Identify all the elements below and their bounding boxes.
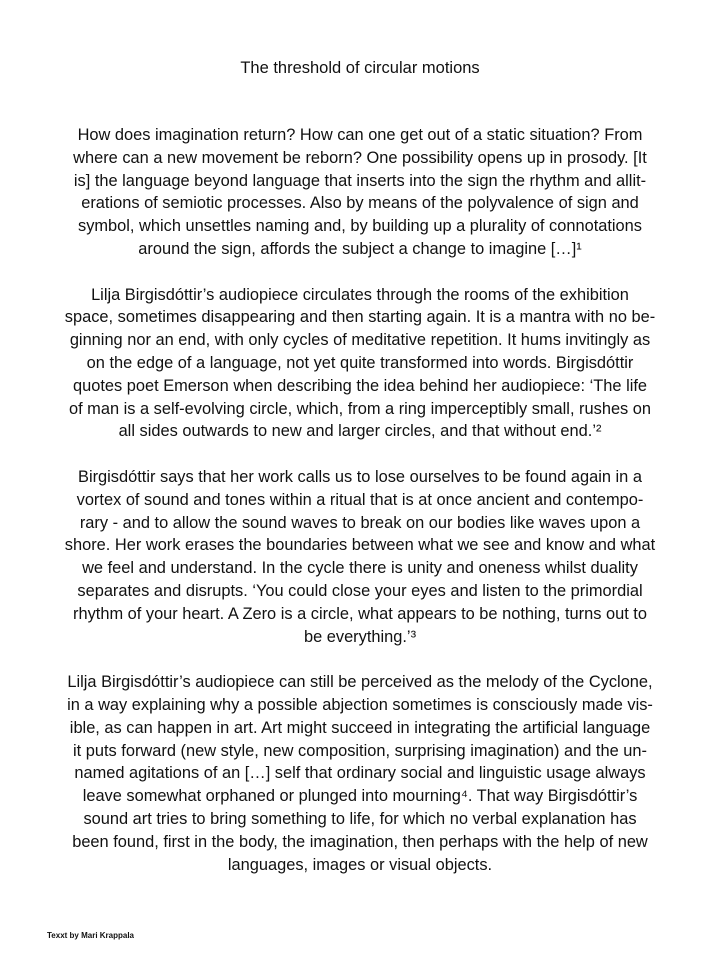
text-line: symbol, which unsettles naming and, by building up a plurality of connotations — [78, 217, 642, 236]
text-line: ginning nor an end, with only cycles of meditative repetition. It hums invitingly as — [69, 331, 651, 350]
document-body — [38, 124, 682, 899]
text-line: around the sign, affords the subject a change to imagine […]¹ — [138, 239, 582, 258]
text-line: in a way explaining why a possible abjection sometimes is consciously made vis- — [67, 695, 653, 714]
text-line: it puts forward (new style, new composition, surprising imagination) and the un- — [73, 741, 647, 760]
text-line: rhythm of your heart. A Zero is a circle, what appears to be nothing, turns out to — [73, 604, 647, 623]
text-line: on the edge of a language, not yet quite transformed into words. Birgisdóttir — [86, 353, 634, 372]
text-line: languages, images or visual objects. — [227, 855, 493, 874]
paragraph — [38, 284, 682, 444]
author-credit: Texxt by Mari Krappala — [47, 931, 134, 940]
paragraph — [38, 671, 682, 876]
text-line: been found, first in the body, the imagination, then perhaps with the help of new — [72, 832, 648, 851]
text-line: Lilja Birgisdóttir’s audiopiece circulates through the rooms of the exhibition — [91, 285, 629, 304]
text-line: separates and disrupts. ‘You could close your eyes and listen to the primordial — [77, 581, 643, 600]
text-line: How does imagination return? How can one get out of a static situation? From — [77, 126, 643, 144]
text-line: of man is a self-evolving circle, which, from a ring imperceptibly small, rushes on — [68, 399, 652, 418]
text-line: Birgisdóttir says that her work calls us to lose ourselves to be found again in a — [78, 467, 642, 486]
text-line: shore. Her work erases the boundaries between what we see and know and what — [64, 536, 656, 555]
text-line: quotes poet Emerson when describing the idea behind her audiopiece: ‘The life — [72, 376, 648, 395]
text-line: be everything.’³ — [303, 627, 417, 646]
text-line: leave somewhat orphaned or plunged into mourning⁴. That way Birgisdóttir’s — [82, 787, 638, 806]
text-line: is] the language beyond language that inserts into the sign the rhythm and allit- — [73, 171, 647, 190]
text-line: space, sometimes disappearing and then starting again. It is a mantra with no be- — [64, 308, 656, 327]
text-line: Lilja Birgisdóttir’s audiopiece can still be perceived as the melody of the Cyclone, — [67, 673, 653, 692]
text-line: ible, as can happen in art. Art might succeed in integrating the artificial language — [69, 718, 651, 737]
text-line: all sides outwards to new and larger circles, and that without end.’² — [118, 422, 602, 441]
text-line: rary - and to allow the sound waves to break on our bodies like waves upon a — [79, 513, 641, 532]
text-line: where can a new movement be reborn? One possibility opens up in prosody. [It — [73, 148, 647, 167]
text-line: we feel and understand. In the cycle there is unity and oneness whilst duality — [82, 559, 638, 578]
text-line: sound art tries to bring something to life, for which no verbal explanation has — [83, 809, 637, 828]
text-line: vortex of sound and tones within a ritual that is at once ancient and contempo- — [76, 490, 644, 509]
document-title: The threshold of circular motions — [240, 59, 480, 77]
text-line: erations of semiotic processes. Also by means of the polyvalence of sign and — [81, 194, 639, 213]
paragraph — [38, 124, 682, 261]
paragraph — [38, 466, 682, 648]
text-line: named agitations of an […] self that ordinary social and linguistic usage always — [74, 764, 646, 783]
